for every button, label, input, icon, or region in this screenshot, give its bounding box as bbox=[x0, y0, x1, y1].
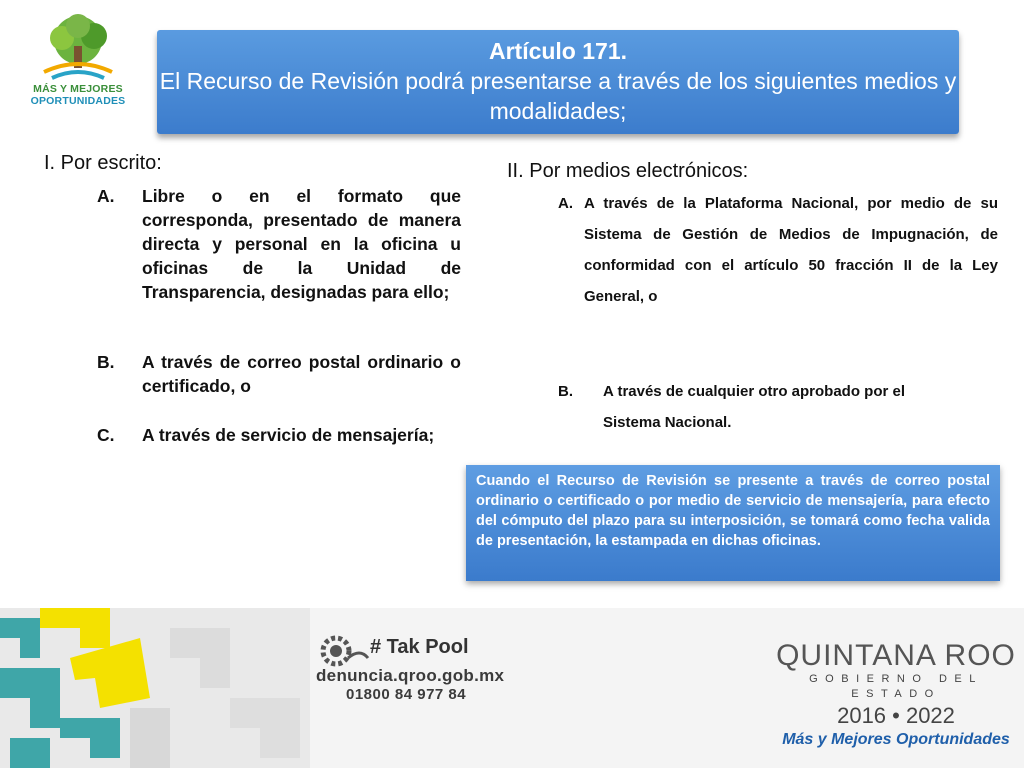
item-text: A través de correo postal ordinario o certificado, o bbox=[142, 352, 461, 396]
item-text: A través de la Plataforma Nacional, por medio de su Sistema de Gestión de Medios de Impugnación, de conformidad con el artículo 50 fracción II de la Ley General, o bbox=[584, 195, 998, 305]
state-name: QUINTANA ROO bbox=[776, 639, 1016, 672]
administration-years: 2016 • 2022 bbox=[837, 703, 955, 728]
list-item bbox=[97, 350, 461, 398]
item-letter: A. bbox=[558, 195, 573, 212]
section-2-heading: II. Por medios electrónicos: bbox=[507, 160, 749, 182]
title-banner bbox=[157, 30, 959, 134]
decorative-pattern-icon bbox=[0, 608, 310, 768]
list-item bbox=[558, 376, 1000, 440]
report-url[interactable]: denuncia.qroo.gob.mx bbox=[316, 666, 505, 685]
item-letter: B. bbox=[97, 352, 115, 372]
phone-number: 01800 84 977 84 bbox=[346, 686, 467, 703]
government-logo bbox=[774, 639, 1018, 748]
logo-line-1: MÁS Y MEJORES bbox=[33, 83, 123, 95]
list-item bbox=[97, 423, 461, 471]
item-text: A través de cualquier otro aprobado por el Sistema Nacional. bbox=[603, 383, 906, 431]
slogan: Más y Mejores Oportunidades bbox=[782, 731, 1010, 748]
hashtag: # Tak Pool bbox=[370, 636, 469, 658]
article-subtitle: El Recurso de Revisión podrá presentarse a través de los siguientes medios y modalidades; bbox=[159, 68, 957, 124]
item-letter: A. bbox=[97, 186, 115, 206]
item-letter: B. bbox=[558, 383, 573, 400]
item-text: Libre o en el formato que corresponda, presentado de manera directa y personal en la oficina u oficinas de la Unidad de Transparencia, designadas para ello; bbox=[142, 186, 461, 302]
logo-line-2: OPORTUNIDADES bbox=[30, 95, 126, 107]
list-item bbox=[558, 188, 1000, 316]
brand-logo bbox=[22, 12, 134, 112]
item-letter: C. bbox=[97, 425, 115, 445]
article-title: Artículo 171. bbox=[488, 38, 628, 64]
contact-block bbox=[312, 634, 505, 704]
government-label: GOBIERNO DEL ESTADO bbox=[809, 673, 983, 700]
item-text: A través de servicio de mensajería; bbox=[142, 425, 435, 445]
tree-logo-icon bbox=[22, 12, 134, 82]
list-item bbox=[97, 184, 461, 328]
gear-snail-icon bbox=[316, 634, 370, 668]
section-1-heading: I. Por escrito: bbox=[44, 152, 162, 174]
note-box: Cuando el Recurso de Revisión se presente a través de correo postal ordinario o certificado o por medio de servicio de mensajería, para efecto del cómputo del plazo para su interposición, se tomará como fecha valida de presentación, la estampada en dichas oficinas. bbox=[466, 465, 1000, 581]
